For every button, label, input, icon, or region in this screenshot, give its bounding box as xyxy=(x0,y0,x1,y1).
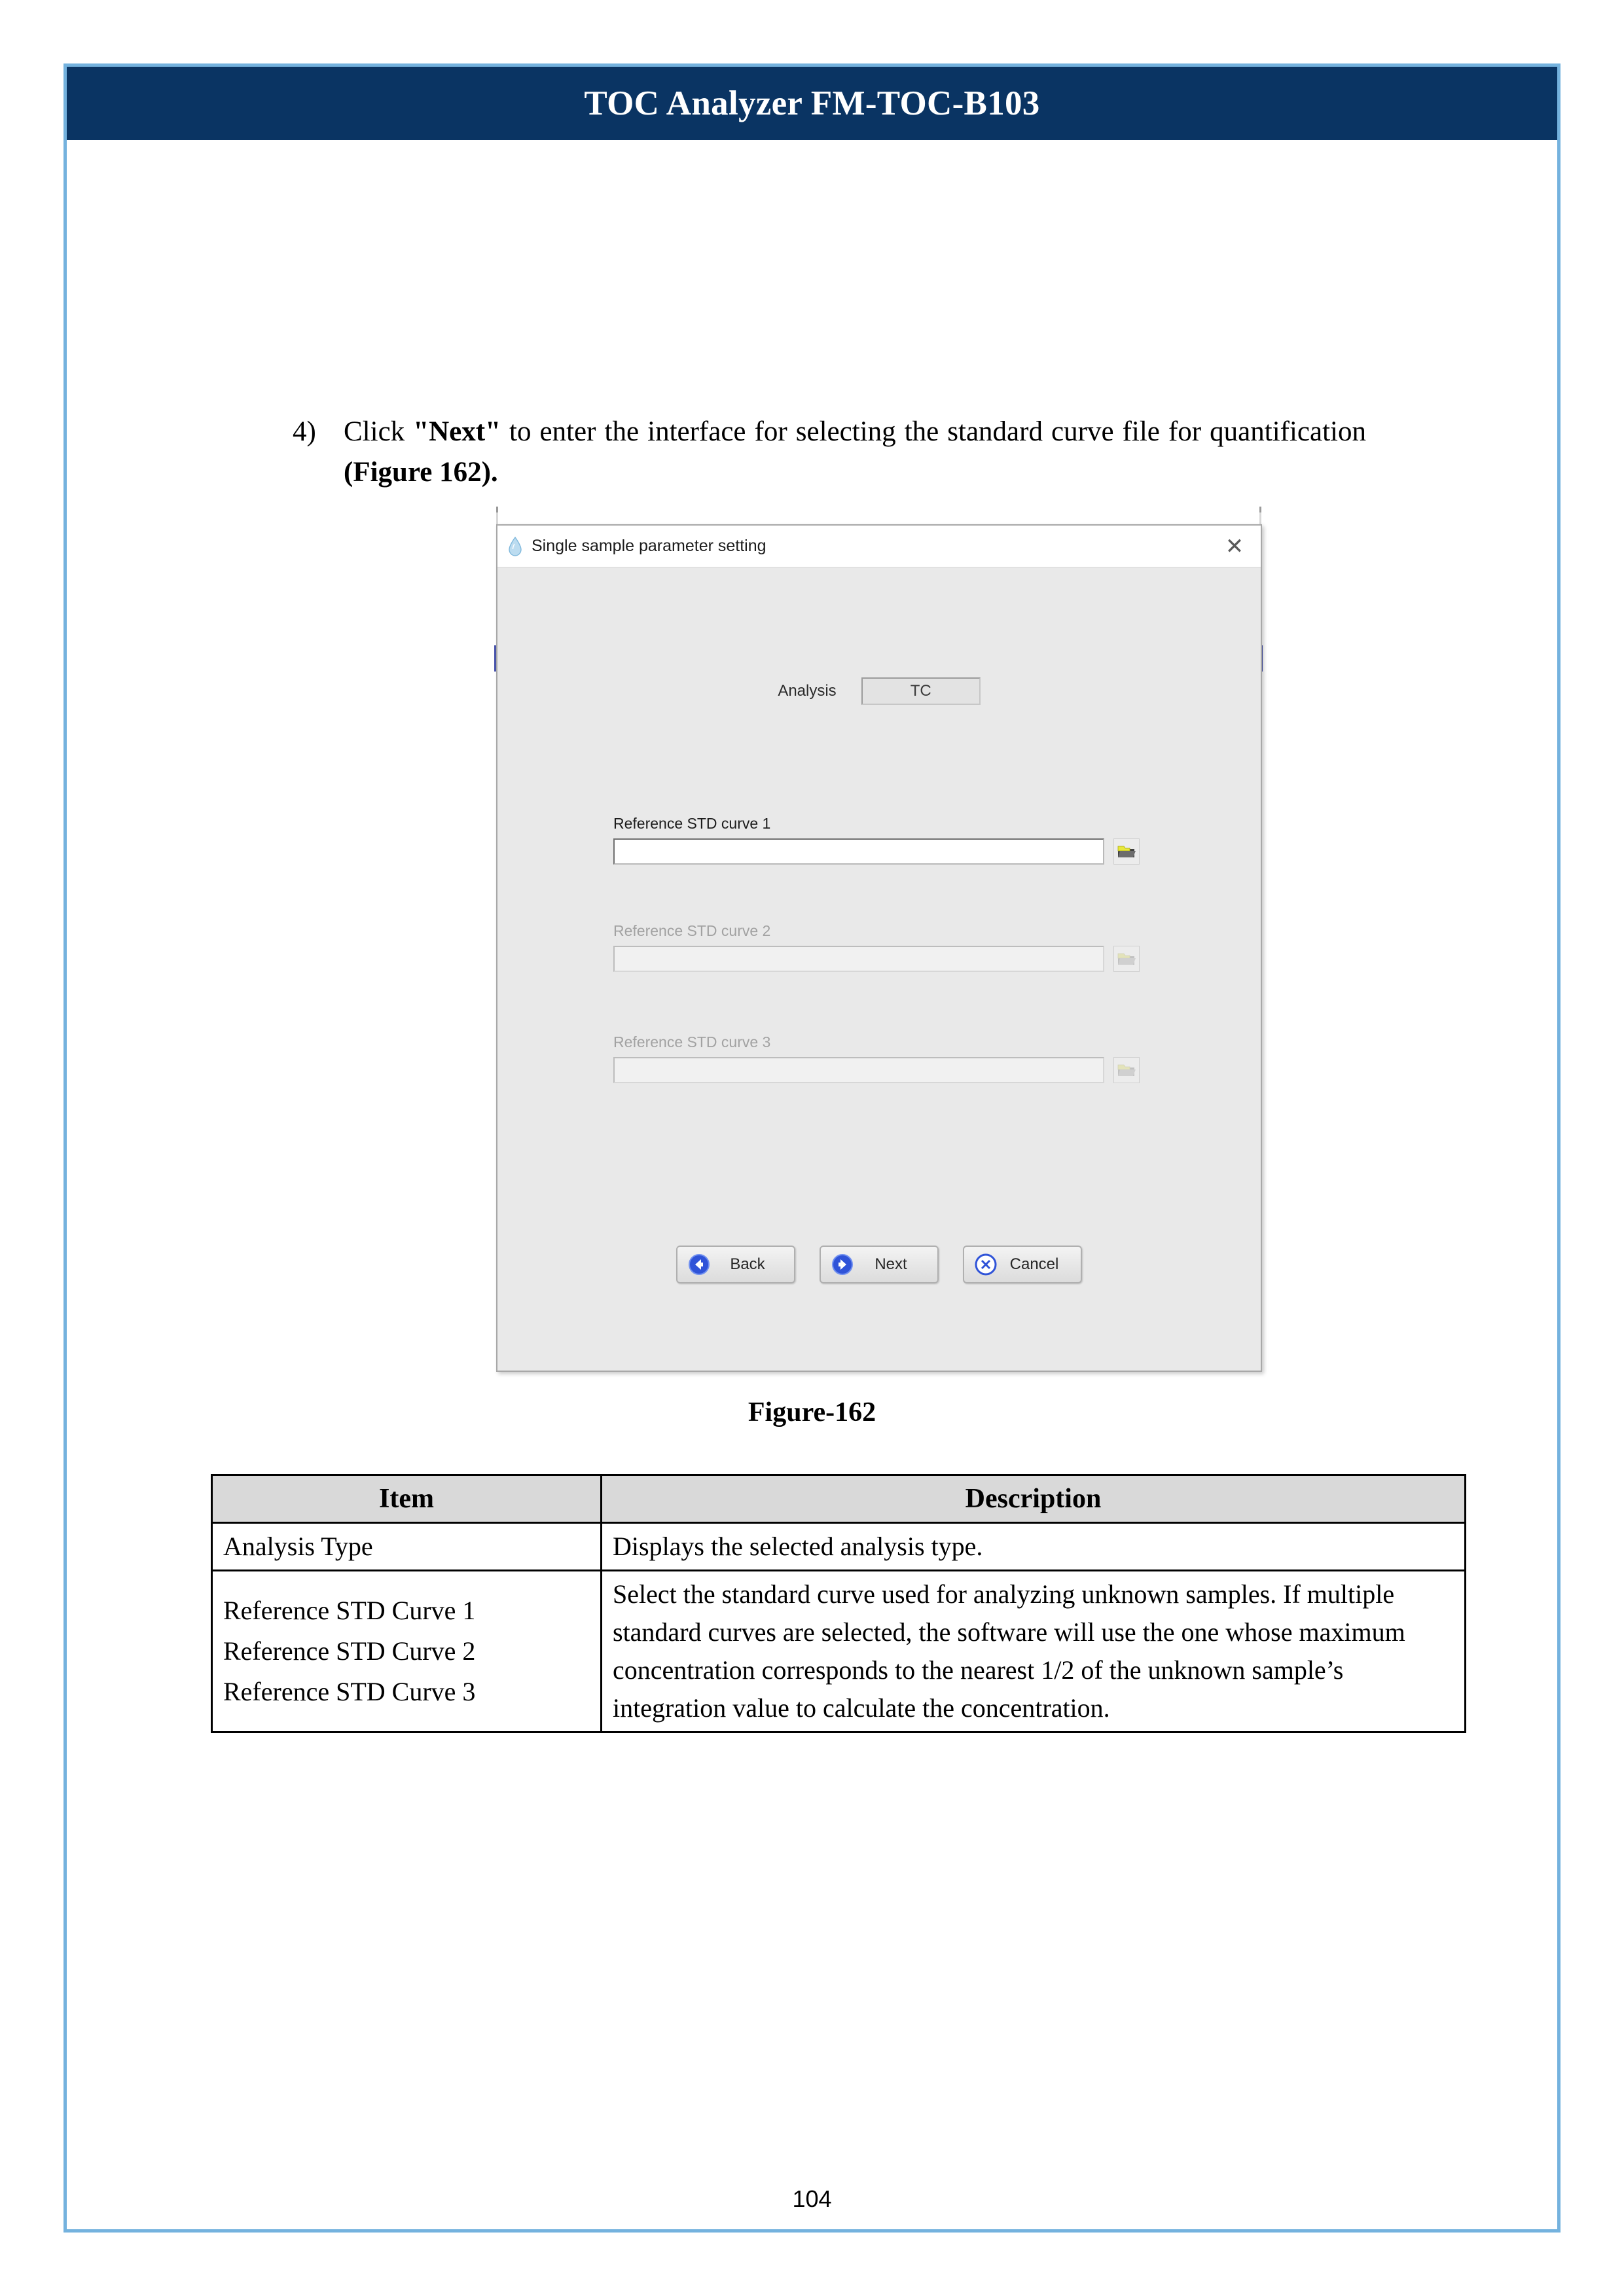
figure-caption: Figure-162 xyxy=(748,1397,876,1427)
step-number: 4) xyxy=(293,416,316,447)
table-cell-item-analysis-type: Analysis Type xyxy=(212,1523,602,1571)
page-number: 104 xyxy=(792,2185,832,2212)
x-circle-icon xyxy=(975,1253,997,1276)
reference-std-curve-3-input xyxy=(613,1057,1104,1083)
reference-std-curve-2-group xyxy=(613,922,1163,972)
step-paragraph xyxy=(293,412,1366,493)
table-cell-description-analysis-type: Displays the selected analysis type. xyxy=(602,1523,1466,1571)
reference-std-curve-3-label: Reference STD curve 3 xyxy=(613,1033,771,1050)
table-cell-description-reference-std-curves: Select the standard curve used for analyzing unknown samples. If multiple standard curves are selected, the software will use the one whose maximum concentration corresponds to the nearest 1/2 of the unknown sample’s integration value to calculate the concentration. xyxy=(602,1571,1466,1732)
table-head xyxy=(212,1475,1466,1523)
dialog-body xyxy=(497,567,1261,1370)
table-cell-item-reference-std-curves xyxy=(212,1571,602,1732)
reference-std-curve-3-group xyxy=(613,1033,1163,1083)
browse-button-curve-1[interactable] xyxy=(1113,838,1140,865)
cancel-button[interactable] xyxy=(963,1246,1082,1283)
item-line: Reference STD Curve 2 xyxy=(223,1636,476,1666)
reference-std-curve-1-row xyxy=(613,838,1163,865)
analysis-type-value: TC xyxy=(861,677,981,705)
close-icon[interactable]: ✕ xyxy=(1225,533,1244,559)
folder-open-icon xyxy=(1117,1062,1136,1078)
reference-std-curve-2-row xyxy=(613,946,1163,972)
browse-button-curve-2 xyxy=(1113,946,1140,972)
page-header xyxy=(67,67,1557,140)
folder-open-icon xyxy=(1117,844,1136,859)
dialog-title-label: Single sample parameter setting xyxy=(532,537,767,555)
page-frame xyxy=(63,63,1561,2233)
folder-open-icon xyxy=(1117,951,1136,967)
table-header-item: Item xyxy=(212,1475,602,1523)
step-text-part2: to enter the interface for selecting the standard curve file for quantification xyxy=(500,416,1366,447)
reference-std-curve-2-label: Reference STD curve 2 xyxy=(613,922,771,939)
table-row xyxy=(212,1523,1466,1571)
table-body xyxy=(212,1523,1466,1732)
table-row xyxy=(212,1571,1466,1732)
back-button-label: Back xyxy=(730,1255,765,1273)
dialog-button-row xyxy=(497,1246,1261,1283)
browse-button-curve-3 xyxy=(1113,1057,1140,1083)
step-text xyxy=(344,412,1366,493)
item-line: Reference STD Curve 3 xyxy=(223,1677,476,1706)
reference-std-curve-1-label: Reference STD curve 1 xyxy=(613,815,771,832)
table-header-description: Description xyxy=(602,1475,1466,1523)
water-drop-icon xyxy=(507,537,524,556)
dialog-title-bar xyxy=(497,526,1261,567)
arrow-left-circle-icon xyxy=(688,1253,710,1276)
single-sample-parameter-dialog xyxy=(496,524,1262,1372)
cancel-button-label: Cancel xyxy=(1009,1255,1059,1273)
analysis-row xyxy=(497,677,1261,705)
page-content xyxy=(67,140,1557,2229)
step-bold-figure: (Figure 162). xyxy=(344,457,498,488)
specification-table xyxy=(211,1474,1466,1733)
reference-std-curve-3-row xyxy=(613,1057,1163,1083)
reference-std-curve-1-group xyxy=(613,815,1163,865)
reference-std-curve-2-input xyxy=(613,946,1104,972)
step-bold-next: "Next" xyxy=(413,416,501,447)
reference-std-curve-1-input[interactable] xyxy=(613,838,1104,865)
analysis-label: Analysis xyxy=(778,682,837,700)
page-title: TOC Analyzer FM-TOC-B103 xyxy=(584,84,1040,122)
next-button-label: Next xyxy=(875,1255,907,1273)
arrow-right-circle-icon xyxy=(831,1253,854,1276)
step-text-part1: Click xyxy=(344,416,414,447)
back-button[interactable] xyxy=(676,1246,795,1283)
table-header-row xyxy=(212,1475,1466,1523)
next-button[interactable] xyxy=(820,1246,939,1283)
item-line: Reference STD Curve 1 xyxy=(223,1596,476,1625)
